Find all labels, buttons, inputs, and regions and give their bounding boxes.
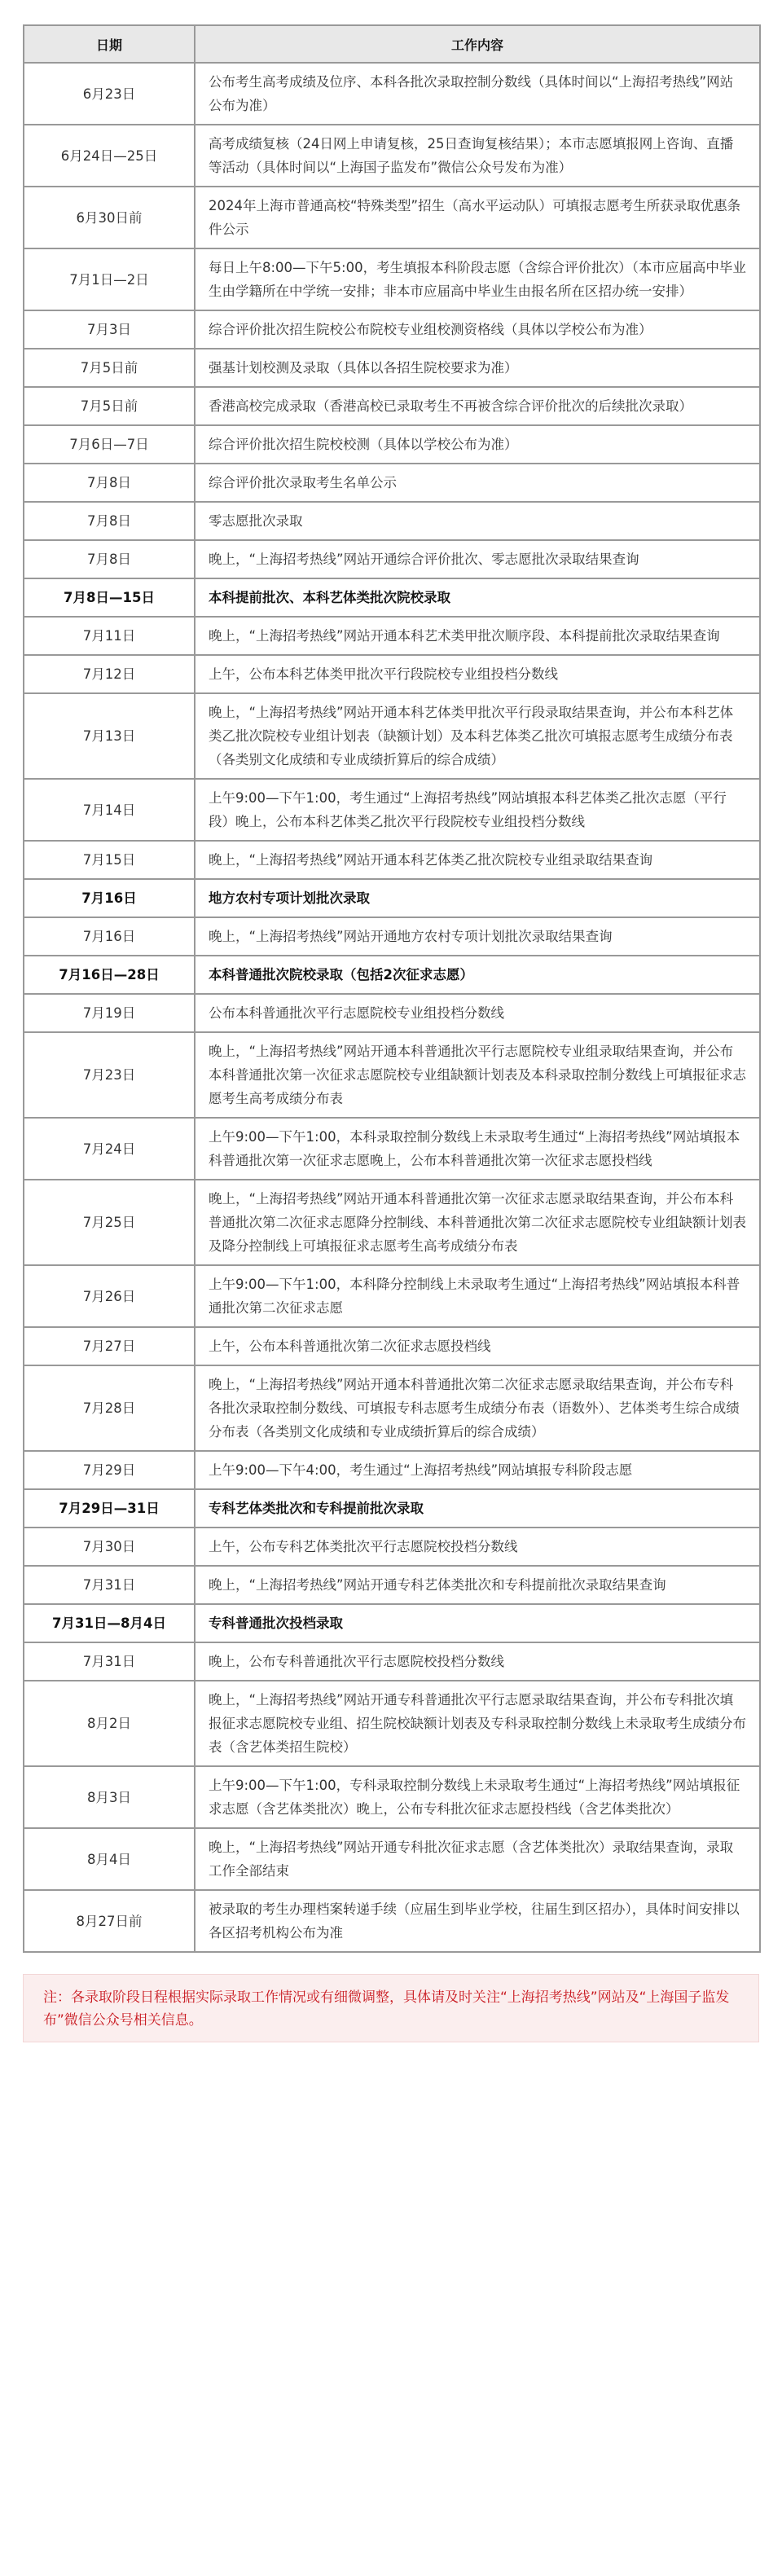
table-row [24,125,760,187]
section-row [24,578,760,617]
content-cell: 晚上，“上海招考热线”网站开通地方农村专项计划批次录取结果查询 [195,917,760,956]
schedule-table [23,24,761,1953]
table-row [24,502,760,540]
content-cell: 上午，公布本科普通批次第二次征求志愿投档线 [195,1327,760,1365]
date-cell: 7月29日 [24,1451,195,1489]
date-cell: 7月11日 [24,617,195,655]
table-row [24,1528,760,1566]
date-cell: 7月31日 [24,1642,195,1681]
content-cell: 晚上，“上海招考热线”网站开通本科普通批次平行志愿院校专业组录取结果查询，并公布本科普通批次第一次征求志愿院校专业组缺额计划表及本科录取控制分数线上可填报征求志愿考生高考成绩分布表 [195,1032,760,1118]
date-cell: 7月31日—8月4日 [24,1604,195,1642]
date-cell: 7月30日 [24,1528,195,1566]
table-row [24,617,760,655]
notice-box [23,1974,759,2042]
content-cell: 上午，公布专科艺体类批次平行志愿院校投档分数线 [195,1528,760,1566]
content-cell: 晚上，“上海招考热线”网站开通本科艺体类乙批次院校专业组录取结果查询 [195,841,760,879]
content-cell: 晚上，“上海招考热线”网站开通专科批次征求志愿（含艺体类批次）录取结果查询，录取工作全部结束 [195,1828,760,1890]
content-cell: 专科普通批次投档录取 [195,1604,760,1642]
content-cell: 晚上，“上海招考热线”网站开通本科艺体类甲批次平行段录取结果查询，并公布本科艺体类乙批次院校专业组计划表（缺额计划）及本科艺体类乙批次可填报志愿考生成绩分布表（各类别文化成绩和专业成绩折算后的综合成绩） [195,693,760,779]
content-cell: 晚上，“上海招考热线”网站开通专科普通批次平行志愿录取结果查询，并公布专科批次填报征求志愿院校专业组、招生院校缺额计划表及专科录取控制分数线上未录取考生成绩分布表（含艺体类招生院校） [195,1681,760,1766]
content-cell: 上午9:00—下午1:00，本科降分控制线上未录取考生通过“上海招考热线”网站填报本科普通批次第二次征求志愿 [195,1265,760,1327]
content-cell: 晚上，公布专科普通批次平行志愿院校投档分数线 [195,1642,760,1681]
table-row [24,1890,760,1952]
table-row [24,1766,760,1828]
date-cell: 6月24日—25日 [24,125,195,187]
date-cell: 7月31日 [24,1566,195,1604]
date-cell: 7月25日 [24,1180,195,1265]
content-column-header: 工作内容 [195,25,760,63]
content-cell: 公布本科普通批次平行志愿院校专业组投档分数线 [195,994,760,1032]
table-row [24,1828,760,1890]
section-row [24,1604,760,1642]
date-cell: 7月26日 [24,1265,195,1327]
content-cell: 高考成绩复核（24日网上申请复核，25日查询复核结果）；本市志愿填报网上咨询、直播等活动（具体时间以“上海国子监发布”微信公众号发布为准） [195,125,760,187]
date-cell: 7月27日 [24,1327,195,1365]
content-cell: 被录取的考生办理档案转递手续（应届生到毕业学校，往届生到区招办），具体时间安排以各区招考机构公布为准 [195,1890,760,1952]
content-cell: 专科艺体类批次和专科提前批次录取 [195,1489,760,1528]
content-cell: 晚上，“上海招考热线”网站开通专科艺体类批次和专科提前批次录取结果查询 [195,1566,760,1604]
table-row [24,1642,760,1681]
table-row [24,187,760,248]
date-cell: 7月15日 [24,841,195,879]
date-cell: 7月23日 [24,1032,195,1118]
table-row [24,1451,760,1489]
table-row [24,655,760,693]
date-cell: 8月3日 [24,1766,195,1828]
date-cell: 7月6日—7日 [24,425,195,464]
content-cell: 上午，公布本科艺体类甲批次平行段院校专业组投档分数线 [195,655,760,693]
date-column-header: 日期 [24,25,195,63]
date-cell: 7月8日 [24,464,195,502]
content-cell: 上午9:00—下午4:00，考生通过“上海招考热线”网站填报专科阶段志愿 [195,1451,760,1489]
date-cell: 6月30日前 [24,187,195,248]
date-cell: 7月5日前 [24,387,195,425]
date-cell: 7月16日—28日 [24,956,195,994]
content-cell: 晚上，“上海招考热线”网站开通本科普通批次第二次征求志愿录取结果查询，并公布专科各批次录取控制分数线、可填报专科志愿考生成绩分布表（语数外）、艺体类考生综合成绩分布表（各类别文化成绩和专业成绩折算后的综合成绩） [195,1365,760,1451]
date-cell: 7月13日 [24,693,195,779]
date-cell: 7月8日—15日 [24,578,195,617]
content-cell: 本科提前批次、本科艺体类批次院校录取 [195,578,760,617]
date-cell: 7月12日 [24,655,195,693]
table-row [24,63,760,125]
section-row [24,879,760,917]
date-cell: 7月3日 [24,310,195,349]
date-cell: 8月2日 [24,1681,195,1766]
date-cell: 7月1日—2日 [24,248,195,310]
table-row [24,310,760,349]
date-cell: 7月5日前 [24,349,195,387]
date-cell: 7月8日 [24,502,195,540]
date-cell: 8月4日 [24,1828,195,1890]
content-cell: 晚上，“上海招考热线”网站开通本科艺术类甲批次顺序段、本科提前批次录取结果查询 [195,617,760,655]
table-row [24,779,760,841]
table-row [24,1032,760,1118]
table-row [24,994,760,1032]
date-cell: 7月29日—31日 [24,1489,195,1528]
table-row [24,1265,760,1327]
date-cell: 7月14日 [24,779,195,841]
table-row [24,693,760,779]
content-cell: 2024年上海市普通高校“特殊类型”招生（高水平运动队）可填报志愿考生所获录取优惠条件公示 [195,187,760,248]
table-row [24,841,760,879]
content-cell: 综合评价批次招生院校校测（具体以学校公布为准） [195,425,760,464]
content-cell: 晚上，“上海招考热线”网站开通本科普通批次第一次征求志愿录取结果查询，并公布本科普通批次第二次征求志愿降分控制线、本科普通批次第二次征求志愿院校专业组缺额计划表及降分控制线上可填报征求志愿考生高考成绩分布表 [195,1180,760,1265]
table-row [24,917,760,956]
content-cell: 综合评价批次招生院校公布院校专业组校测资格线（具体以学校公布为准） [195,310,760,349]
section-row [24,956,760,994]
table-header-row [24,25,760,63]
content-cell: 综合评价批次录取考生名单公示 [195,464,760,502]
table-row [24,1365,760,1451]
content-cell: 强基计划校测及录取（具体以各招生院校要求为准） [195,349,760,387]
table-row [24,1118,760,1180]
section-row [24,1489,760,1528]
date-cell: 7月19日 [24,994,195,1032]
date-cell: 7月16日 [24,917,195,956]
content-cell: 上午9:00—下午1:00，专科录取控制分数线上未录取考生通过“上海招考热线”网站填报征求志愿（含艺体类批次）晚上，公布专科批次征求志愿投档线（含艺体类批次） [195,1766,760,1828]
date-cell: 7月24日 [24,1118,195,1180]
table-row [24,540,760,578]
content-cell: 上午9:00—下午1:00，考生通过“上海招考热线”网站填报本科艺体类乙批次志愿（平行段）晚上，公布本科艺体类乙批次平行段院校专业组投档分数线 [195,779,760,841]
date-cell: 7月28日 [24,1365,195,1451]
content-cell: 每日上午8:00—下午5:00，考生填报本科阶段志愿（含综合评价批次）（本市应届高中毕业生由学籍所在中学统一安排；非本市应届高中毕业生由报名所在区招办统一安排） [195,248,760,310]
table-row [24,425,760,464]
date-cell: 8月27日前 [24,1890,195,1952]
notice-text: 注：各录取阶段日程根据实际录取工作情况或有细微调整，具体请及时关注“上海招考热线”网站及“上海国子监发布”微信公众号相关信息。 [43,1989,730,2029]
table-row [24,1327,760,1365]
table-row [24,248,760,310]
content-cell: 香港高校完成录取（香港高校已录取考生不再被含综合评价批次的后续批次录取） [195,387,760,425]
content-cell: 上午9:00—下午1:00，本科录取控制分数线上未录取考生通过“上海招考热线”网站填报本科普通批次第一次征求志愿晚上，公布本科普通批次第一次征求志愿投档线 [195,1118,760,1180]
table-row [24,1180,760,1265]
table-row [24,387,760,425]
table-row [24,1681,760,1766]
date-cell: 7月8日 [24,540,195,578]
date-cell: 6月23日 [24,63,195,125]
content-cell: 公布考生高考成绩及位序、本科各批次录取控制分数线（具体时间以“上海招考热线”网站公布为准） [195,63,760,125]
content-cell: 零志愿批次录取 [195,502,760,540]
table-row [24,1566,760,1604]
date-cell: 7月16日 [24,879,195,917]
content-cell: 本科普通批次院校录取（包括2次征求志愿） [195,956,760,994]
table-row [24,349,760,387]
content-cell: 地方农村专项计划批次录取 [195,879,760,917]
table-row [24,464,760,502]
content-cell: 晚上，“上海招考热线”网站开通综合评价批次、零志愿批次录取结果查询 [195,540,760,578]
